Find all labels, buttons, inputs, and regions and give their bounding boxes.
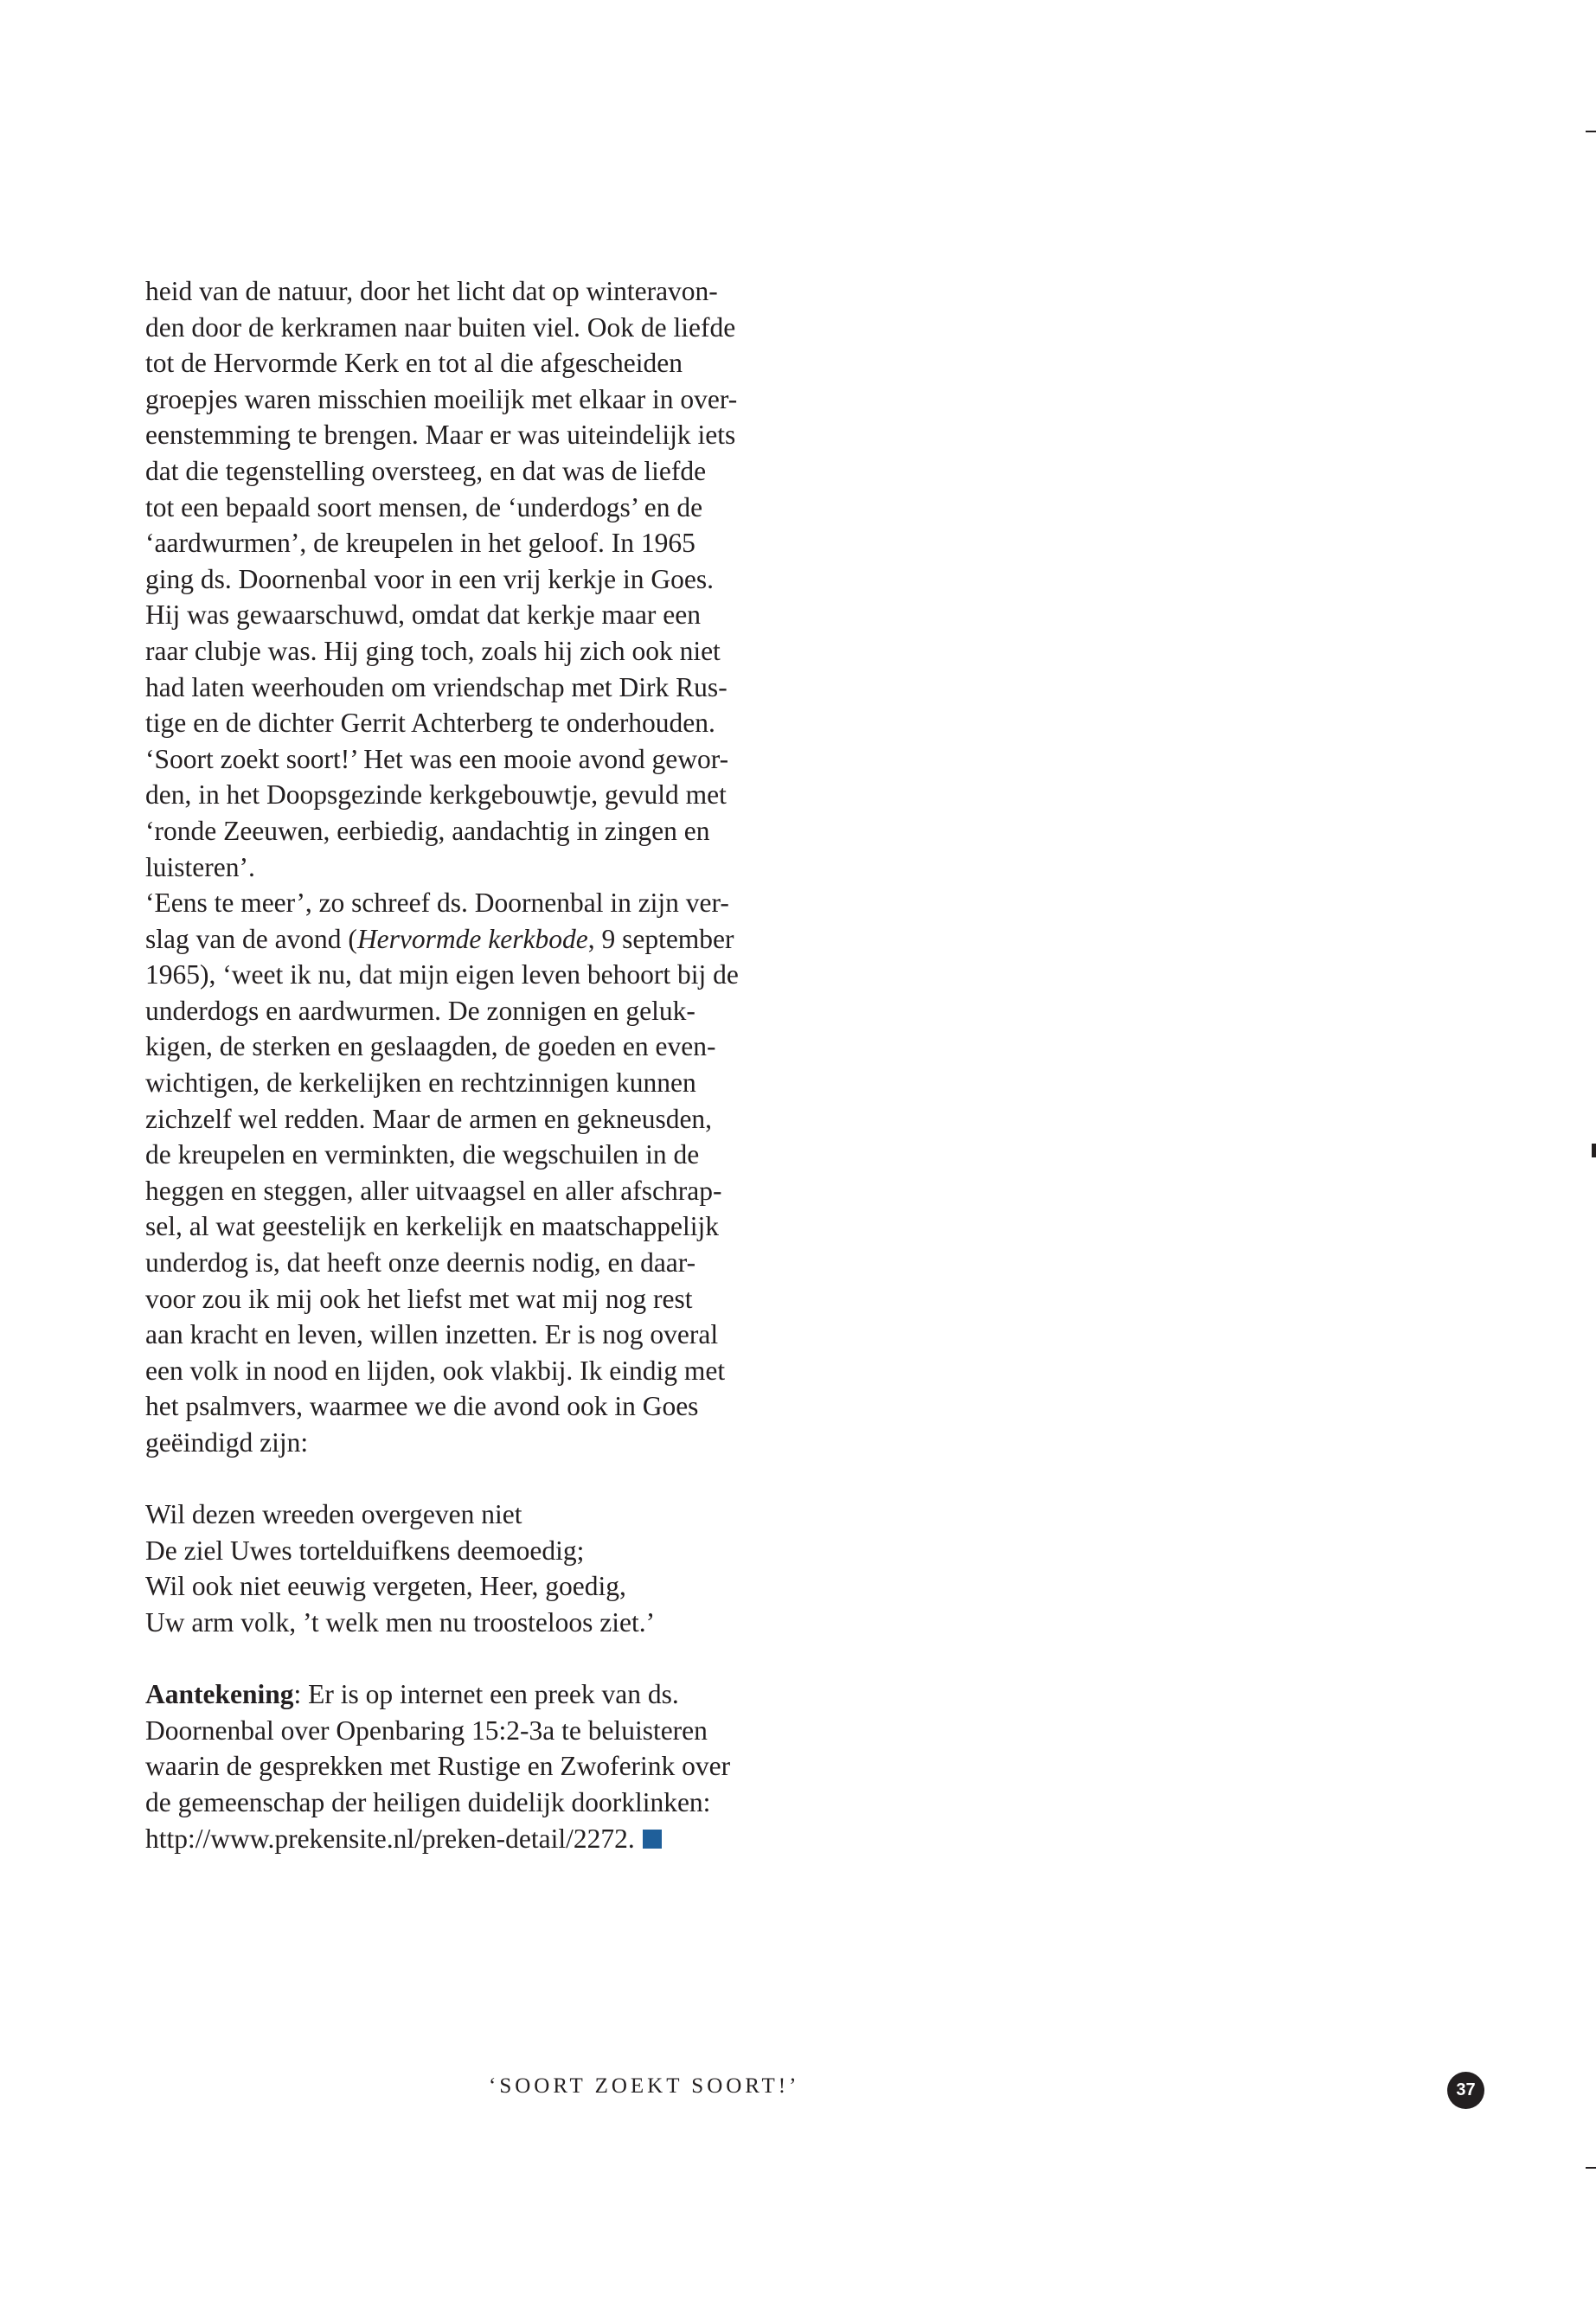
note <box>145 1676 803 1856</box>
text-line <box>145 921 803 958</box>
end-of-article-square-icon <box>643 1830 662 1849</box>
text-line: den, in het Doopsgezinde kerkgebouwtje, gevuld met <box>145 779 727 811</box>
paragraph-1 <box>145 273 803 885</box>
text-fragment: , 9 september <box>587 923 734 954</box>
text-line: waarin de gesprekken met Rustige en Zwoferink over <box>145 1751 731 1782</box>
text-line: tot een bepaald soort mensen, de ‘underdogs’ en de <box>145 491 703 522</box>
text-line: luisteren’. <box>145 851 255 882</box>
blank-line <box>145 1461 803 1497</box>
text-fragment: : Er is op internet een preek van ds. <box>293 1679 679 1710</box>
verse-line: Wil ook niet eeuwig vergeten, Heer, goedig, <box>145 1571 626 1602</box>
text-line: 1965), ‘weet ik nu, dat mijn eigen leven behoort bij de <box>145 959 739 990</box>
text-line: kigen, de sterken en geslaagden, de goeden en even- <box>145 1031 716 1062</box>
text-line: ‘ronde Zeeuwen, eerbiedig, aandachtig in zingen en <box>145 815 710 846</box>
text-line: underdogs en aardwurmen. De zonnigen en geluk- <box>145 995 695 1026</box>
text-line: ‘Soort zoekt soort!’ Het was een mooie avond gewor- <box>145 743 729 774</box>
sermon-url[interactable]: http://www.prekensite.nl/preken-detail/2272. <box>145 1823 635 1854</box>
psalm-verse <box>145 1497 803 1640</box>
text-line: raar clubje was. Hij ging toch, zoals hij zich ook niet <box>145 635 721 666</box>
text-line: groepjes waren misschien moeilijk met elkaar in over- <box>145 383 738 414</box>
text-line: de kreupelen en verminkten, die wegschuilen in de <box>145 1139 700 1170</box>
publication-title: Hervormde kerkbode <box>356 923 588 954</box>
registration-mark <box>1592 1144 1596 1157</box>
running-footer-title: ‘SOORT ZOEKT SOORT!’ <box>489 2074 800 2098</box>
text-fragment: slag van de avond ( <box>145 923 357 954</box>
page-number-badge: 37 <box>1447 2072 1484 2109</box>
text-line: sel, al wat geestelijk en kerkelijk en maatschappelijk <box>145 1211 720 1242</box>
text-line: geëindigd zijn: <box>145 1427 309 1458</box>
text-line: een volk in nood en lijden, ook vlakbij. Ik eindig met <box>145 1355 726 1386</box>
text-line: eenstemming te brengen. Maar er was uiteindelijk iets <box>145 420 736 451</box>
text-line: zichzelf wel redden. Maar de armen en gekneusden, <box>145 1103 713 1134</box>
text-line <box>145 1676 803 1713</box>
text-line: ging ds. Doornenbal voor in een vrij kerkje in Goes. <box>145 563 714 594</box>
text-line: underdog is, dat heeft onze deernis nodig, en daar- <box>145 1247 696 1279</box>
blank-line <box>145 1641 803 1677</box>
verse-line: Wil dezen wreeden overgeven niet <box>145 1499 522 1530</box>
text-line: voor zou ik mij ook het liefst met wat mij nog rest <box>145 1283 693 1314</box>
text-line: Hij was gewaarschuwd, omdat dat kerkje maar een <box>145 599 701 631</box>
text-line: de gemeenschap der heiligen duidelijk doorklinken: <box>145 1786 711 1817</box>
text-line: ‘aardwurmen’, de kreupelen in het geloof. In 1965 <box>145 528 695 559</box>
text-line: aan kracht en leven, willen inzetten. Er is nog overal <box>145 1319 719 1350</box>
text-line: heggen en steggen, aller uitvaagsel en aller afschrap- <box>145 1175 722 1206</box>
crop-mark-bottom <box>1586 2167 1596 2169</box>
text-line: het psalmvers, waarmee we die avond ook in Goes <box>145 1391 699 1422</box>
verse-line: De ziel Uwes tortelduifkens deemoedig; <box>145 1535 585 1566</box>
text-line: had laten weerhouden om vriendschap met Dirk Rus- <box>145 671 727 702</box>
text-line: wichtigen, de kerkelijken en rechtzinnigen kunnen <box>145 1067 696 1099</box>
text-line <box>145 1821 803 1857</box>
crop-mark-top <box>1586 131 1596 132</box>
note-label: Aantekening <box>145 1679 294 1710</box>
verse-line: Uw arm volk, ’t welk men nu troosteloos ziet.’ <box>145 1606 656 1638</box>
article-body <box>145 273 803 1856</box>
text-line: heid van de natuur, door het licht dat op winteravon- <box>145 276 718 306</box>
text-line: dat die tegenstelling oversteeg, en dat was de liefde <box>145 455 707 486</box>
text-line: ‘Eens te meer’, zo schreef ds. Doornenbal in zijn ver- <box>145 888 729 919</box>
text-line: tot de Hervormde Kerk en tot al die afgescheiden <box>145 348 683 379</box>
paragraph-2 <box>145 885 803 1461</box>
text-line: Doornenbal over Openbaring 15:2-3a te beluisteren <box>145 1715 708 1746</box>
text-line: den door de kerkramen naar buiten viel. Ook de liefde <box>145 311 736 343</box>
text-line: tige en de dichter Gerrit Achterberg te onderhouden. <box>145 708 715 739</box>
